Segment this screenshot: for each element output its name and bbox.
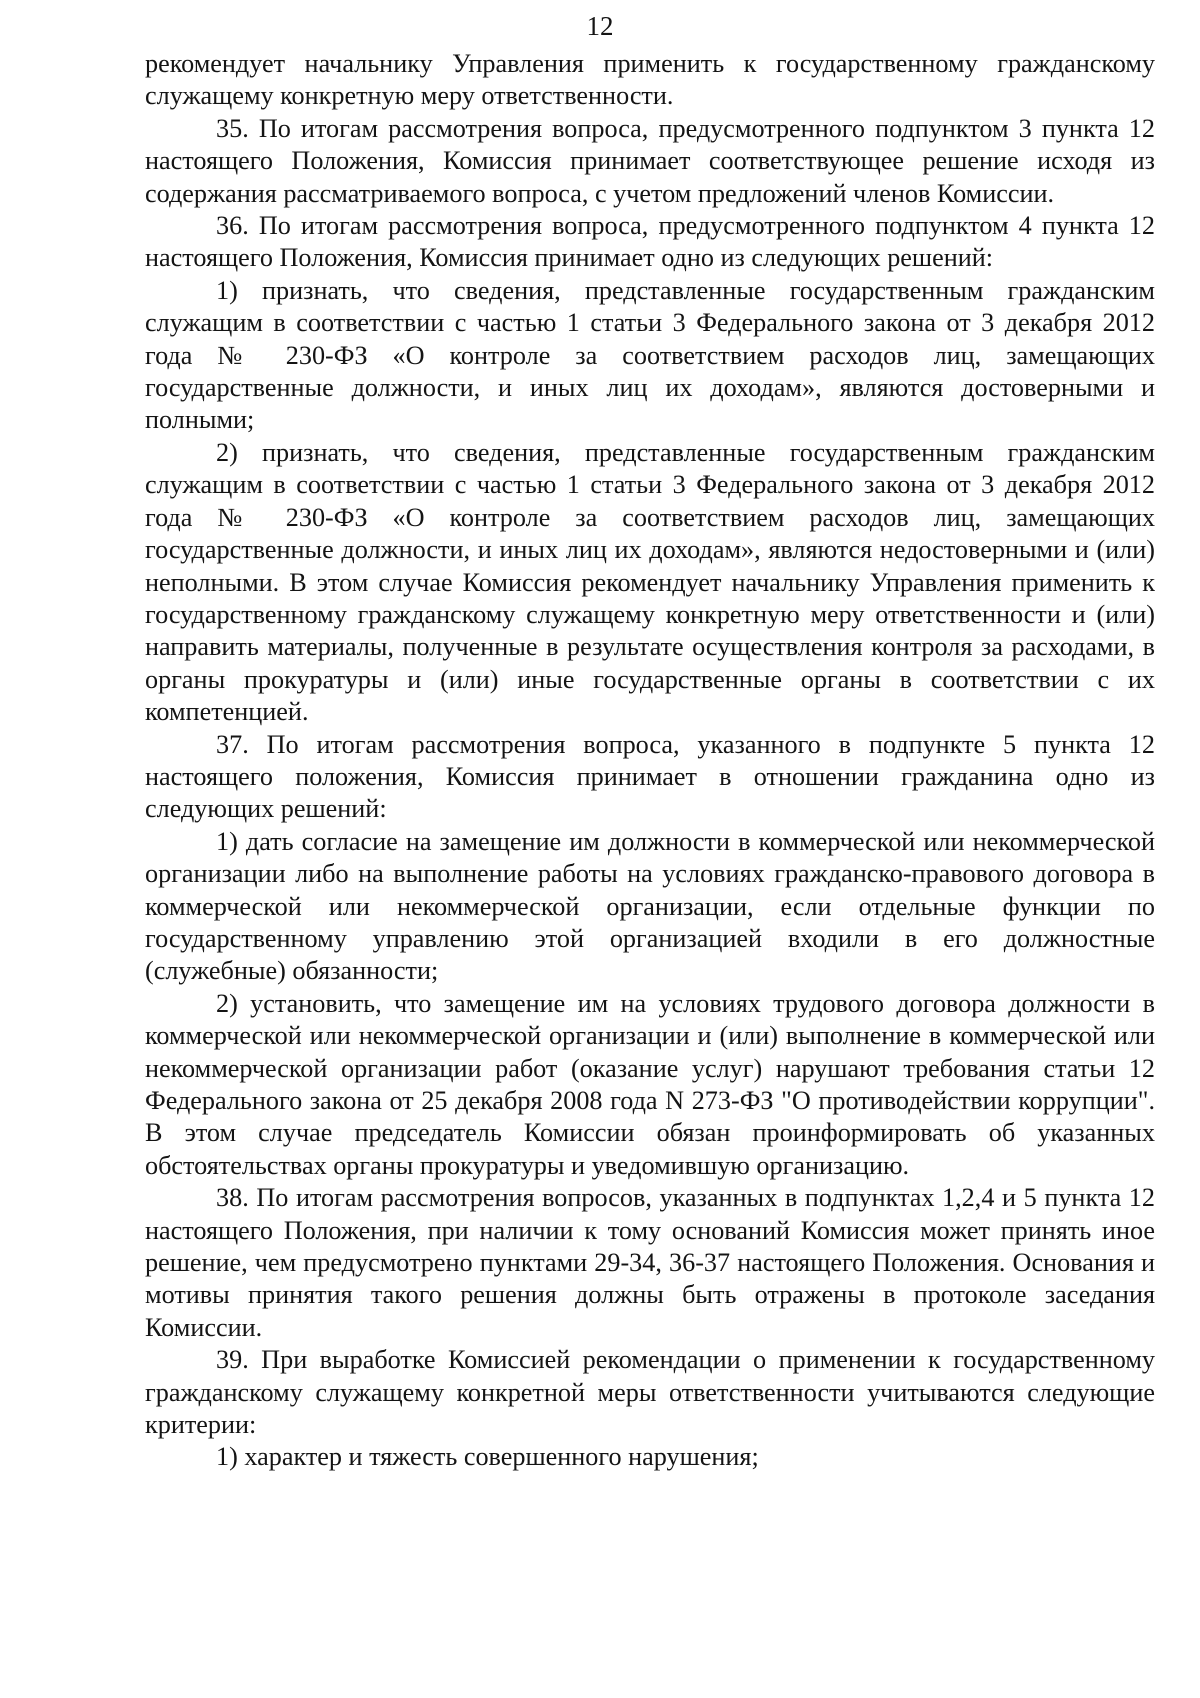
paragraph-37-subitem-2: 2) установить, что замещение им на условиях трудового договора должности в коммерческой или некоммерческой организации и (или) выполнение в коммерческой или некоммерческой организации работ (оказание услуг) нарушают требования статьи 12 Федерального закона от 25 декабря 2008 года N 273-ФЗ "О противодействии коррупции". В этом случае председатель Комиссии обязан проинформировать об указанных обстоятельствах органы прокуратуры и уведомившую организацию. xyxy=(145,988,1155,1180)
page-number: 12 xyxy=(586,11,614,41)
paragraph-item-35: 35. По итогам рассмотрения вопроса, предусмотренного подпунктом 3 пункта 12 настоящего Положения, Комиссия принимает соответствующее решение исходя из содержания рассматриваемого вопроса, с учетом предложений членов Комиссии. xyxy=(145,113,1155,208)
paragraph-36-subitem-1: 1) признать, что сведения, представленные государственным гражданским служащим в соответствии с частью 1 статьи 3 Федерального закона от 3 декабря 2012 года № 230-ФЗ «О контроле за соответствием расходов лиц, замещающих государственные должности, и иных лиц их доходам», являются достоверными и полными; xyxy=(145,275,1155,435)
paragraph-39-subitem-1: 1) характер и тяжесть совершенного нарушения; xyxy=(216,1442,759,1472)
paragraph-continuation: рекомендует начальнику Управления применить к государственному гражданскому служащему конкретную меру ответственности. xyxy=(145,49,1155,111)
paragraph-item-39: 39. При выработке Комиссией рекомендации о применении к государственному гражданскому служащему конкретной меры ответственности учитываются следующие критерии: xyxy=(145,1345,1155,1440)
paragraph-item-37: 37. По итогам рассмотрения вопроса, указанного в подпункте 5 пункта 12 настоящего положения, Комиссия принимает в отношении гражданина одно из следующих решений: xyxy=(145,729,1155,824)
paragraph-36-subitem-2: 2) признать, что сведения, представленные государственным гражданским служащим в соответствии с частью 1 статьи 3 Федерального закона от 3 декабря 2012 года № 230-ФЗ «О контроле за соответствием расходов лиц, замещающих государственные должности, и иных лиц их доходам», являются недостоверными и (или) неполными. В этом случае Комиссия рекомендует начальнику Управления применить к государственному гражданскому служащему конкретную меру ответственности и (или) направить материалы, полученные в результате осуществления контроля за расходами, в органы прокуратуры и (или) иные государственные органы в соответствии с их компетенцией. xyxy=(145,437,1155,727)
document-body xyxy=(145,48,1155,1474)
paragraph-item-38: 38. По итогам рассмотрения вопросов, указанных в подпунктах 1,2,4 и 5 пункта 12 настоящего Положения, при наличии к тому оснований Комиссия может принять иное решение, чем предусмотрено пунктами 29-34, 36-37 настоящего Положения. Основания и мотивы принятия такого решения должны быть отражены в протоколе заседания Комиссии. xyxy=(145,1183,1155,1342)
paragraph-37-subitem-1: 1) дать согласие на замещение им должности в коммерческой или некоммерческой организации либо на выполнение работы на условиях гражданско-правового договора в коммерческой или некоммерческой организации, если отдельные функции по государственному управлению этой организацией входили в его должностные (служебные) обязанности; xyxy=(145,826,1155,986)
paragraph-item-36: 36. По итогам рассмотрения вопроса, предусмотренного подпунктом 4 пункта 12 настоящего Положения, Комиссия принимает одно из следующих решений: xyxy=(145,211,1155,273)
